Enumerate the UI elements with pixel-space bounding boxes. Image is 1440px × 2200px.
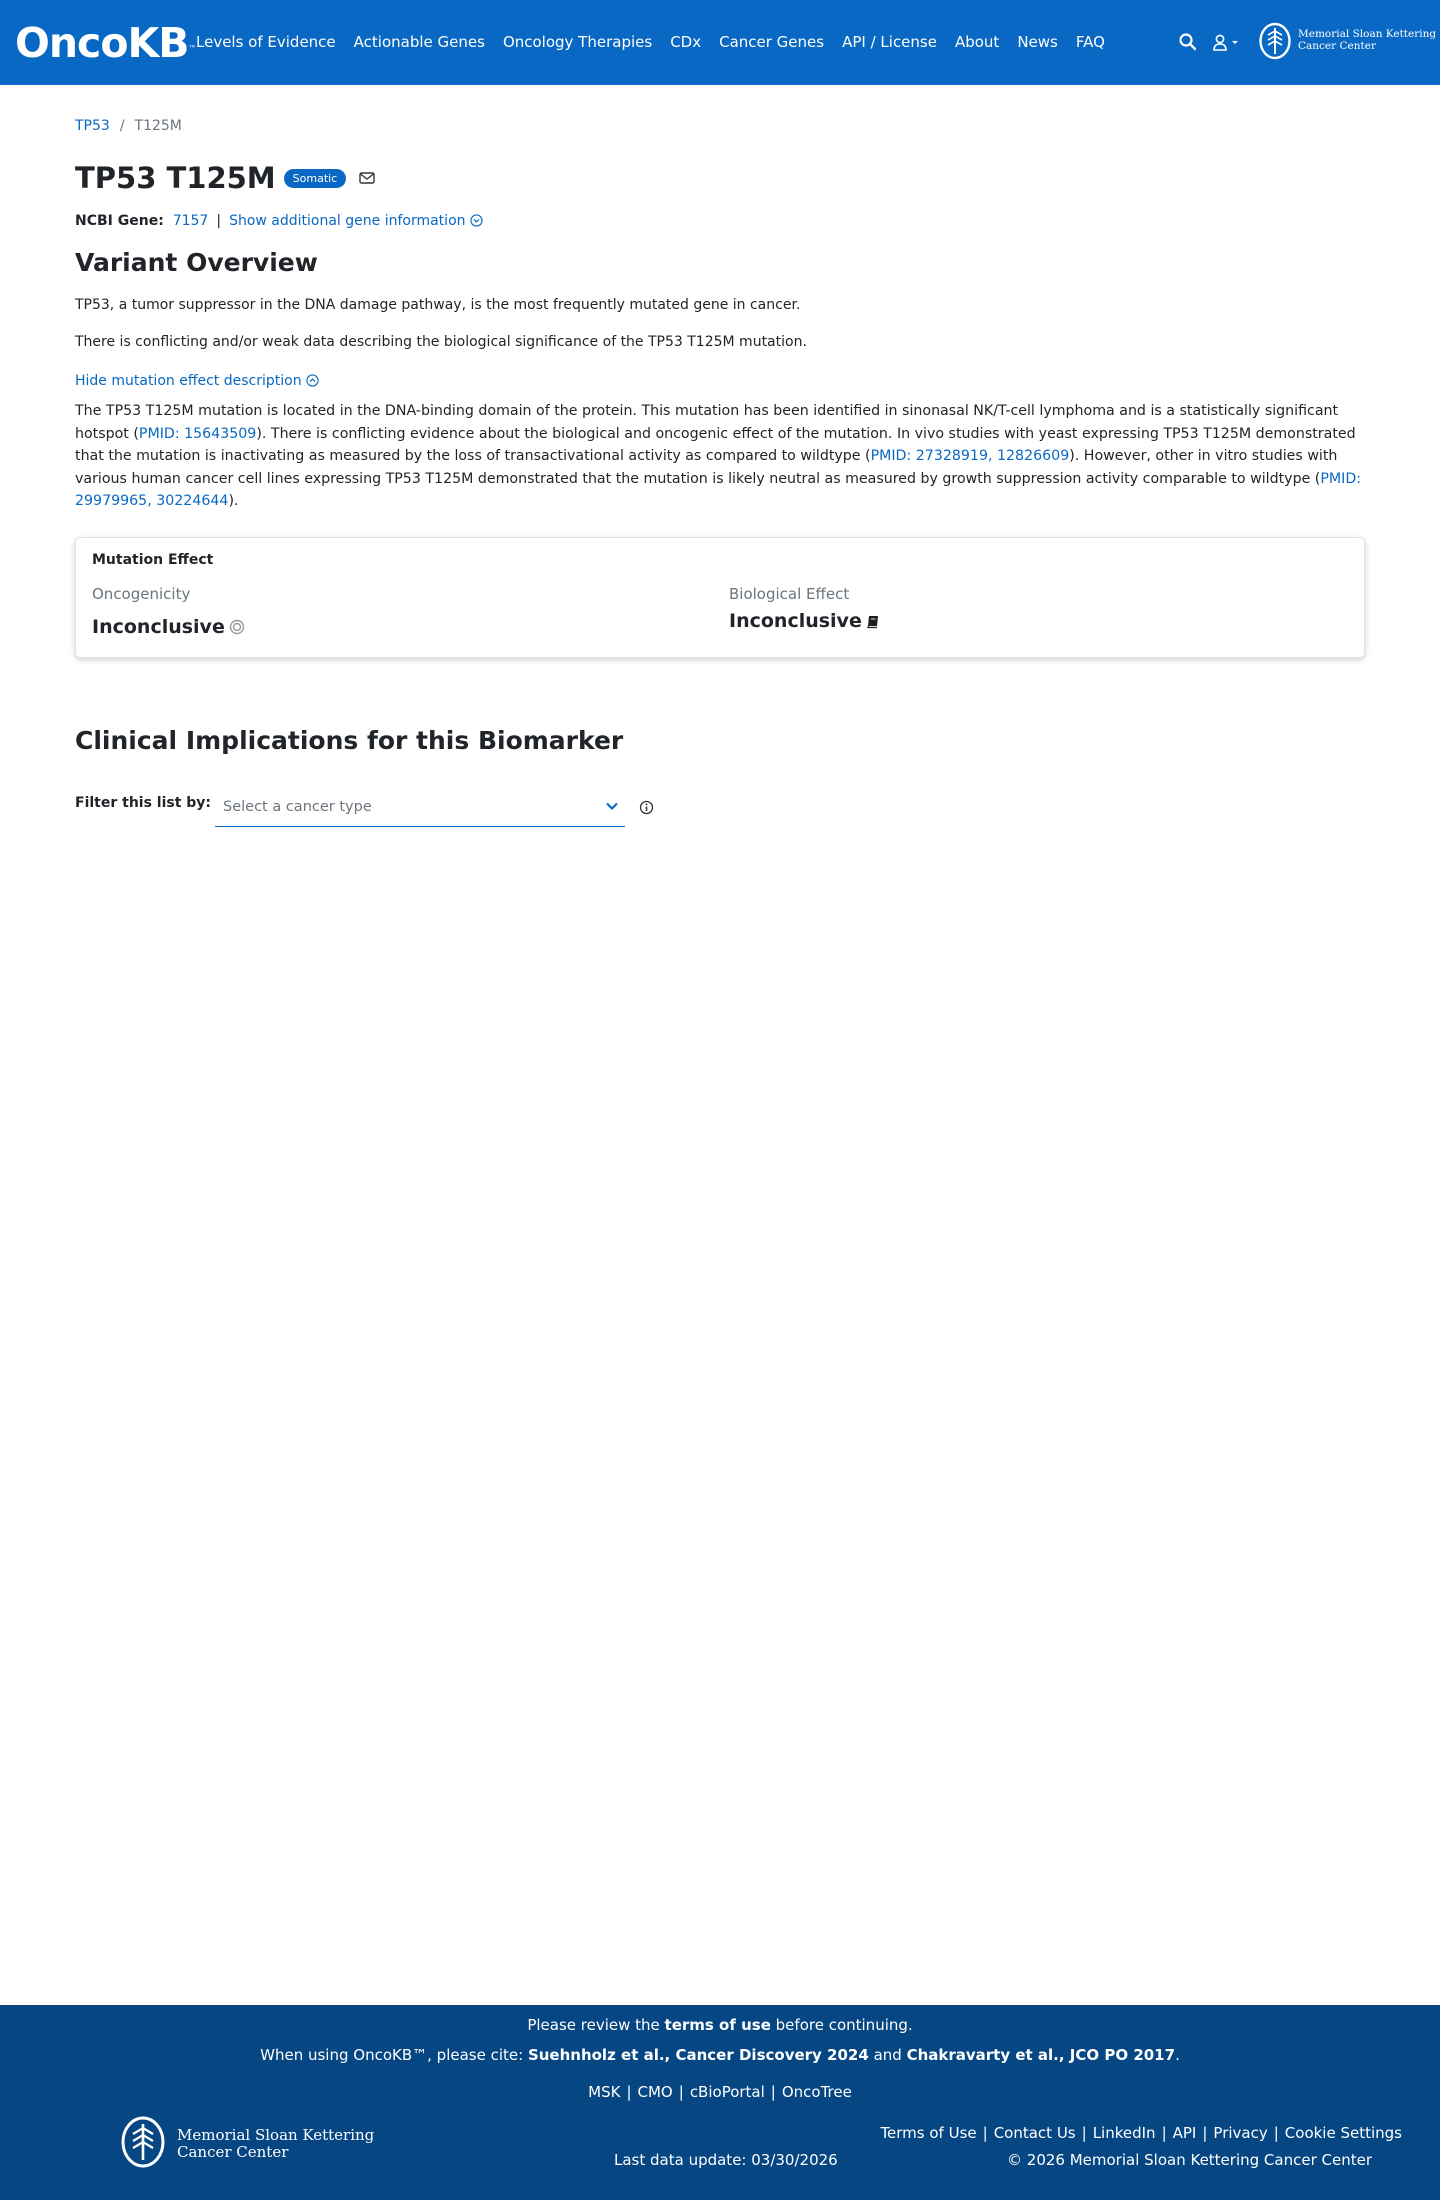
overview-summary-gene: TP53, a tumor suppressor in the DNA damage pathway, is the most frequently mutated gene in cancer. — [75, 297, 801, 313]
breadcrumb — [75, 116, 182, 136]
search-icon[interactable] — [1178, 32, 1198, 52]
chevron-down-circle-icon — [470, 214, 483, 227]
msk-footer-logo[interactable] — [120, 2115, 380, 2169]
msk-nav-text: Memorial Sloan Kettering Cancer Center — [1298, 28, 1437, 52]
terms-of-use-link[interactable]: terms of use — [664, 2016, 771, 2034]
pmid-link-1[interactable]: PMID: 15643509 — [138, 425, 257, 442]
nav-api-license[interactable]: API / License — [842, 33, 937, 51]
nav-faq[interactable]: FAQ — [1075, 33, 1105, 51]
inconclusive-oncogenicity-icon — [229, 619, 245, 635]
footer-cookie-link[interactable]: Cookie Settings — [1284, 2124, 1402, 2142]
ncbi-gene-label: NCBI Gene: — [75, 213, 164, 229]
footer-link-msk[interactable]: MSK — [588, 2083, 621, 2101]
oncogenicity-value: Inconclusive — [92, 614, 245, 640]
nav-news[interactable]: News — [1017, 33, 1058, 51]
mutation-effect-title: Mutation Effect — [92, 552, 214, 568]
breadcrumb-current: T125M — [134, 118, 182, 134]
chevron-up-circle-icon — [306, 374, 319, 387]
msk-footer-text: Memorial Sloan Kettering Cancer Center — [177, 2126, 375, 2161]
biological-effect-label: Biological Effect — [729, 585, 850, 603]
overview-summary-variant: There is conflicting and/or weak data describing the biological significance of the TP53 T125M mutation. — [75, 334, 807, 350]
oncogenicity-label: Oncogenicity — [92, 585, 191, 603]
footer-privacy-link[interactable]: Privacy — [1213, 2124, 1268, 2142]
partner-links: MSK | CMO | cBioPortal | OncoTree — [588, 2083, 852, 2101]
user-icon[interactable] — [1211, 33, 1245, 53]
footer-contact-link[interactable]: Contact Us — [993, 2124, 1076, 2142]
footer — [0, 2005, 1440, 2200]
msk-seal-icon — [120, 2115, 166, 2169]
logo-trademark: ™ — [188, 44, 197, 53]
footer-right-links: Terms of Use | Contact Us | LinkedIn | API | Privacy | Cookie Settings — [880, 2124, 1402, 2142]
msk-seal-icon — [1258, 22, 1292, 60]
clinical-implications-title: Clinical Implications for this Biomarker — [75, 726, 624, 755]
pmid-link-2[interactable]: PMID: 27328919, 12826609 — [870, 448, 1070, 464]
filter-label: Filter this list by: — [75, 795, 212, 811]
mutation-effect-description: The TP53 T125M mutation is located in the DNA-binding domain of the protein. This mutation has been identified in sinonasal NK/T-cell lymphoma and is a statistically significant hotspot (PMID: 15643509). There is conflicting evidence about the biological and oncogenic effect of the mutation. In vivo studies with yeast expressing TP53 T125M demonstrated that the mutation is inactivating as measured by the loss of transactivational activity as compared to wildtype (PMID: 27328919, 12826609). However, other in vitro studies with various human cancer cell lines expressing TP53 T125M demonstrated that the mutation is likely neutral as measured by growth suppression activity comparable to wildtype (PMID: 29979965, 30224644). — [75, 403, 1362, 509]
last-data-update: Last data update: 03/30/2026 — [614, 2151, 838, 2169]
citation-2: Chakravarty et al., JCO PO 2017 — [906, 2046, 1176, 2064]
nav-actionable-genes[interactable]: Actionable Genes — [353, 33, 485, 51]
copyright: © 2026 Memorial Sloan Kettering Cancer Center — [1007, 2151, 1372, 2169]
cancer-type-select[interactable] — [215, 790, 625, 827]
logo-text: OncoKB — [15, 19, 189, 67]
book-icon[interactable] — [866, 614, 881, 629]
info-icon[interactable] — [639, 800, 654, 815]
show-gene-info-label: Show additional gene information — [229, 213, 466, 229]
breadcrumb-separator: / — [119, 118, 125, 134]
main-nav — [196, 30, 1123, 54]
top-navbar — [0, 0, 1440, 85]
citation-notice: When using OncoKB™, please cite: Suehnholz et al., Cancer Discovery 2024 and Chakravarty et al., JCO PO 2017. — [260, 2046, 1180, 2064]
nav-cancer-genes[interactable]: Cancer Genes — [719, 33, 825, 51]
ncbi-gene-link[interactable]: 7157 — [172, 213, 209, 229]
footer-link-cbioportal[interactable]: cBioPortal — [689, 2083, 765, 2101]
cancer-type-placeholder: Select a cancer type — [223, 799, 372, 815]
citation-1: Suehnholz et al., Cancer Discovery 2024 — [527, 2046, 869, 2064]
pmid-link-3[interactable]: PMID: 29979965, 30224644 — [75, 470, 1362, 509]
show-gene-info-link[interactable] — [229, 213, 482, 229]
footer-link-oncotree[interactable]: OncoTree — [781, 2083, 852, 2101]
breadcrumb-gene-link[interactable]: TP53 — [75, 118, 110, 134]
somatic-badge: Somatic — [284, 169, 347, 188]
footer-linkedin-link[interactable]: LinkedIn — [1092, 2124, 1156, 2142]
hide-description-label: Hide mutation effect description — [75, 373, 302, 389]
footer-terms-link[interactable]: Terms of Use — [880, 2124, 977, 2142]
oncokb-logo[interactable] — [15, 18, 197, 68]
hide-description-link[interactable] — [75, 370, 319, 392]
msk-nav-logo[interactable] — [1258, 22, 1437, 62]
mail-icon[interactable] — [359, 172, 375, 184]
page-title: TP53 T125M — [75, 161, 276, 195]
nav-oncology-therapies[interactable]: Oncology Therapies — [502, 33, 653, 51]
terms-notice: Please review the terms of use before continuing. — [527, 2016, 913, 2034]
footer-api-link[interactable]: API — [1172, 2124, 1197, 2142]
gene-info-separator: | — [216, 213, 222, 229]
mutation-effect-card — [75, 537, 1365, 658]
footer-link-cmo[interactable]: CMO — [637, 2083, 673, 2101]
nav-about[interactable]: About — [954, 33, 1000, 51]
biological-effect-value: Inconclusive — [729, 608, 881, 634]
nav-levels-of-evidence[interactable]: Levels of Evidence — [196, 33, 336, 51]
chevron-down-icon[interactable] — [605, 801, 619, 811]
nav-cdx[interactable]: CDx — [670, 33, 702, 51]
variant-overview-title: Variant Overview — [75, 248, 318, 277]
title-row — [75, 158, 375, 198]
gene-info-row — [75, 211, 483, 231]
